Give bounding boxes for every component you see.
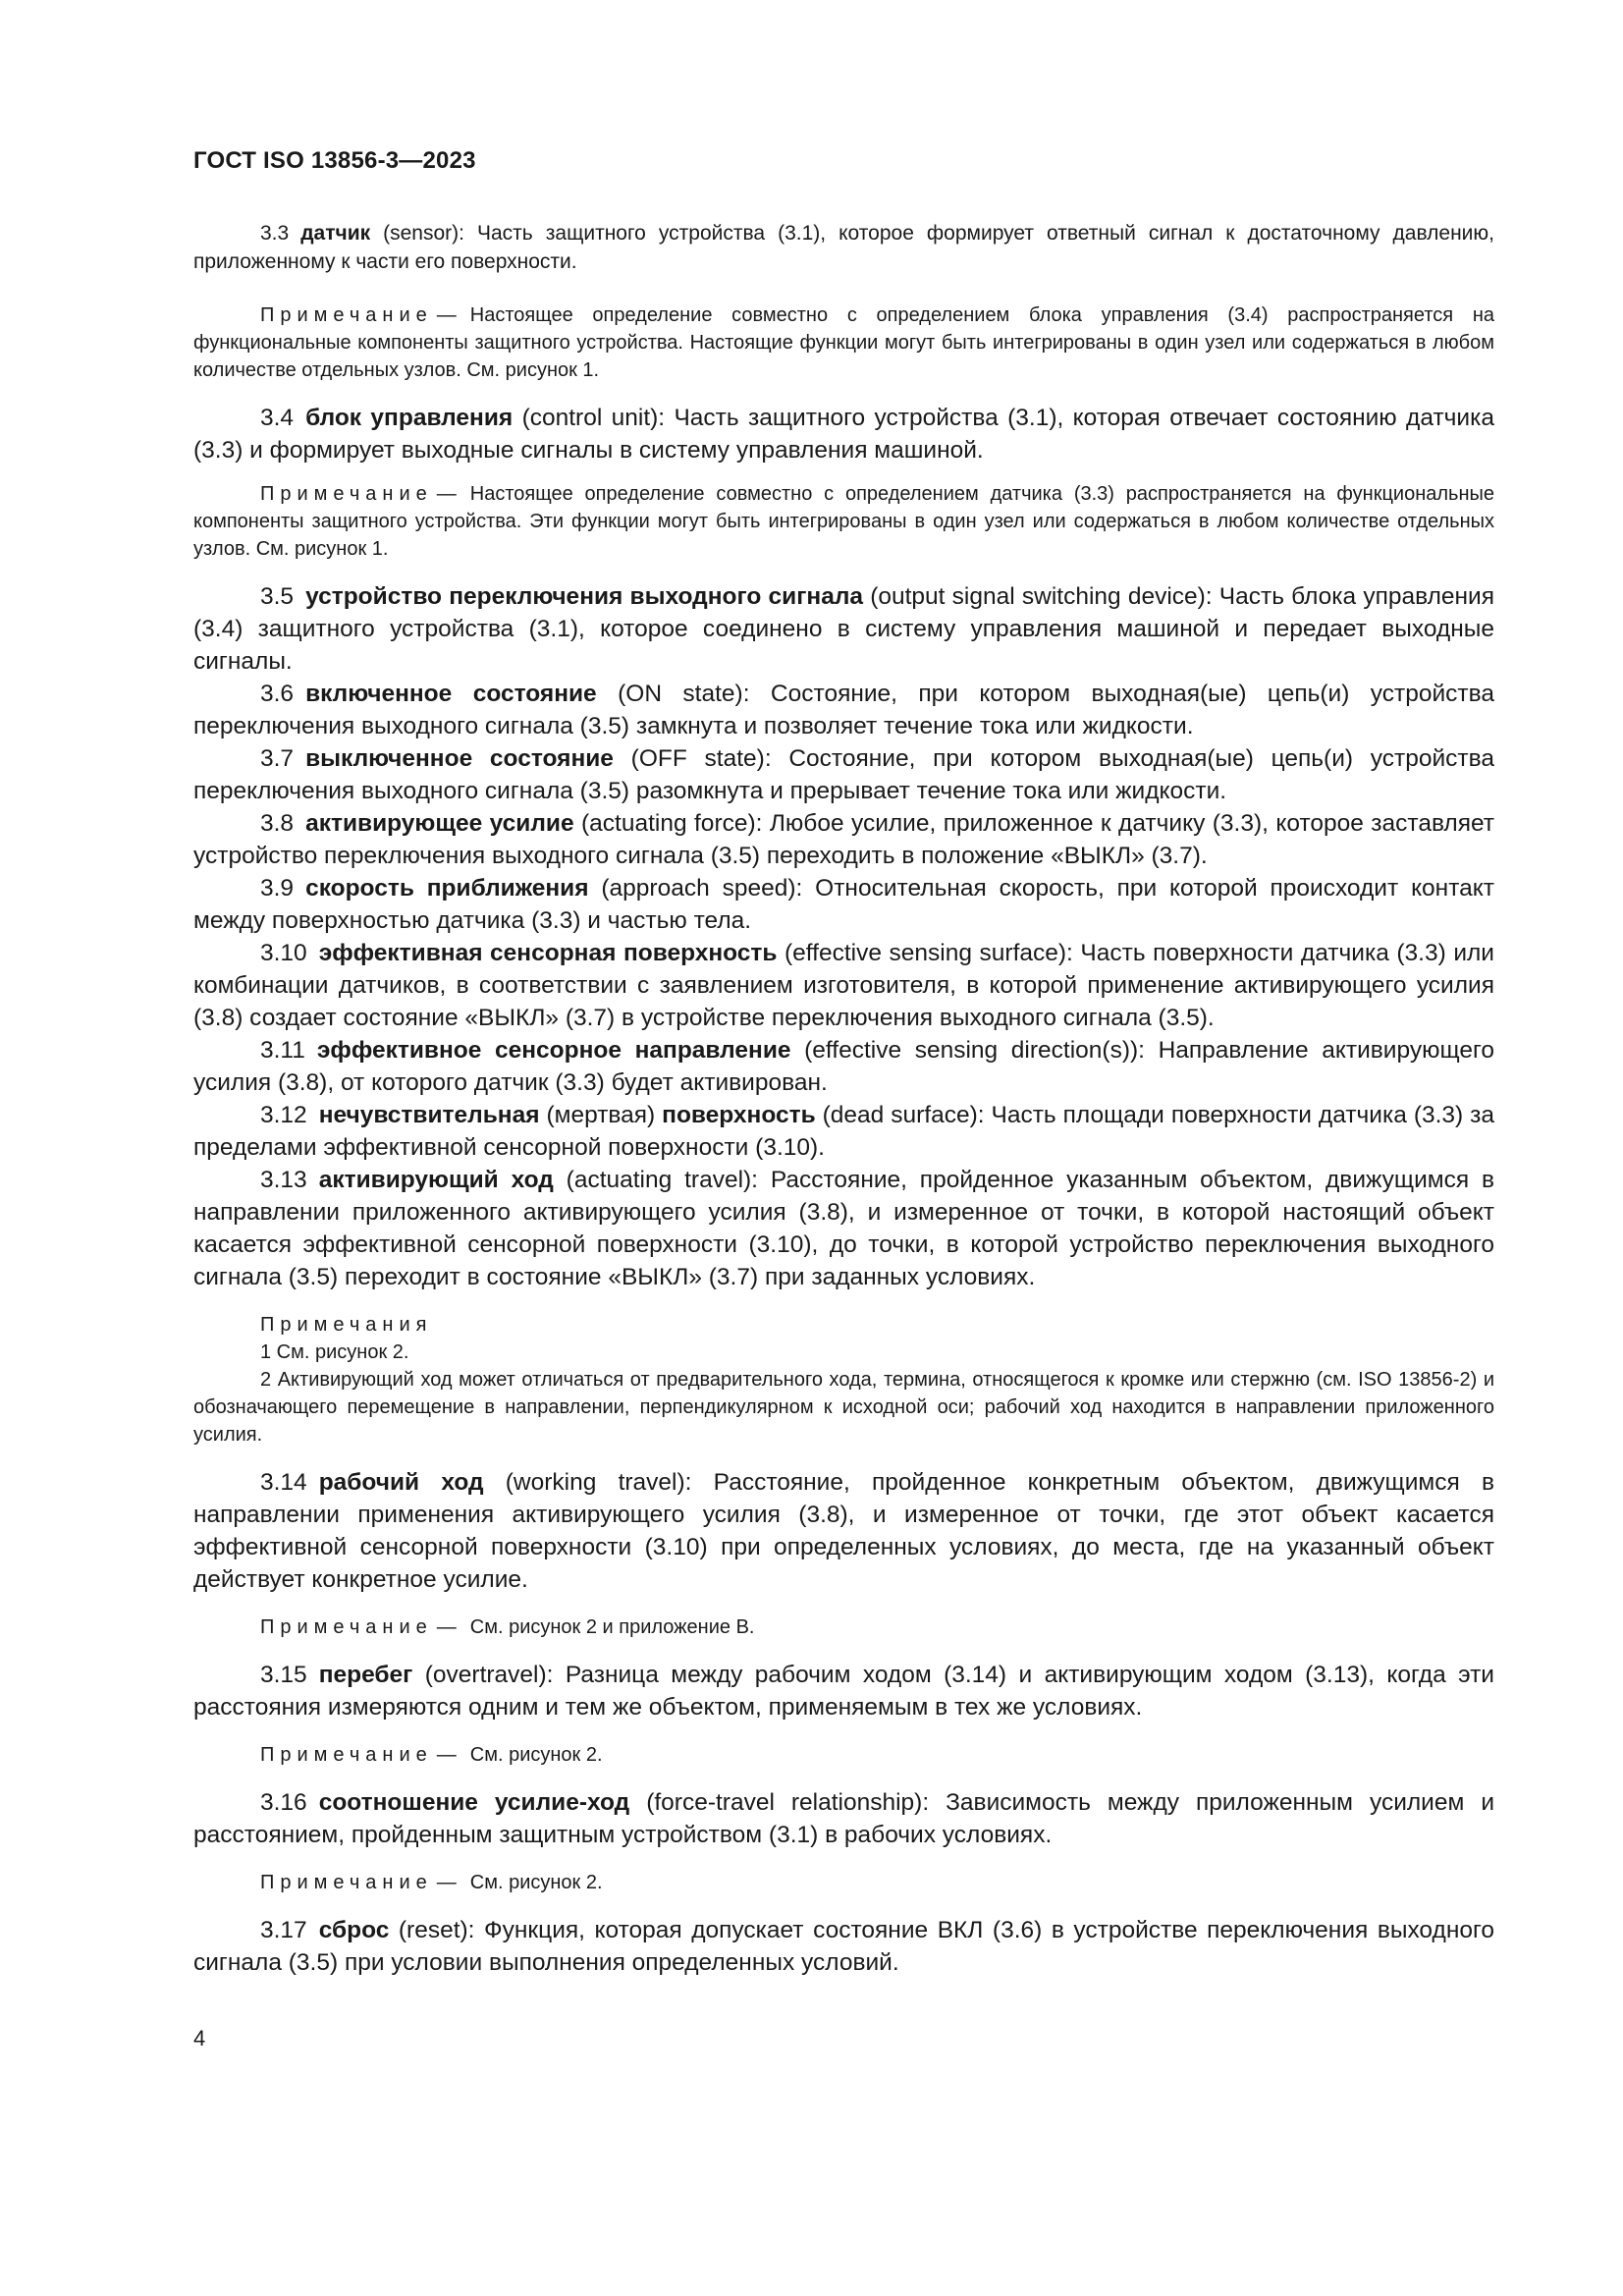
note-label: Примечание xyxy=(260,483,433,505)
term-number: 3.12 xyxy=(260,1102,307,1128)
term-name-2: поверхность xyxy=(662,1102,816,1128)
note-3-4: Примечание — Настоящее определение совместно с определением датчика (3.3) распространяется на функциональные компоненты защитного устройства. Эти функции могут быть интегрированы в один узел или содержаться в любом количестве отдельных узлов. См. рисунок 1. xyxy=(193,483,1494,560)
term-qualifier: (мертвая) xyxy=(539,1102,663,1128)
term-definition: (dead surface): Часть площади поверхности датчика (3.3) за пределами эффективной сенсорной поверхности (3.10). xyxy=(193,1102,1494,1161)
term-number: 3.10 xyxy=(260,940,307,966)
term-name: эффективное сенсорное направление xyxy=(316,1037,791,1064)
term-entry-3-3 xyxy=(193,219,1494,276)
term-name: соотношение усилие-ход xyxy=(318,1789,630,1816)
term-name: перебег xyxy=(318,1662,413,1688)
term-entry-3-7 xyxy=(193,742,1494,807)
term-number: 3.9 xyxy=(260,875,295,902)
term-number: 3.15 xyxy=(260,1662,307,1688)
term-definition: (reset): Функция, которая допускает состояние ВКЛ (3.6) в устройстве переключения выходного сигнала (3.5) при условии выполнения определенных условий. xyxy=(193,1917,1494,1976)
note-item-1: 1 См. рисунок 2. xyxy=(260,1341,409,1363)
term-number: 3.11 xyxy=(260,1037,305,1064)
notes-label: Примечания xyxy=(260,1314,433,1336)
term-definition: (effective sensing surface): Часть поверхности датчика (3.3) или комбинации датчиков, в соответствии с заявлением изготовителя, в которой применение активирующего усилия (3.8) создает состояние «ВЫКЛ» (3.7) в устройстве переключения выходного сигнала (3.5). xyxy=(193,940,1494,1031)
term-name: включенное состояние xyxy=(305,681,597,707)
term-entry-3-16 xyxy=(193,1786,1494,1851)
term-definition: (force-travel relationship): Зависимость между приложенным усилием и расстоянием, пройденным защитным устройством (3.1) в рабочих условиях. xyxy=(193,1789,1495,1848)
document-page xyxy=(193,147,1494,1979)
term-number: 3.16 xyxy=(260,1789,307,1816)
term-name: скорость приближения xyxy=(305,875,589,902)
term-number: 3.13 xyxy=(260,1167,307,1193)
term-name: устройство переключения выходного сигнала xyxy=(305,583,864,610)
note-3-3: Примечание — Настоящее определение совместно с определением блока управления (3.4) распространяется на функциональные компоненты защитного устройства. Настоящие функции могут быть интегрированы в один узел или содержаться в любом количестве отдельных узлов. См. рисунок 1. xyxy=(193,304,1494,381)
term-number: 3.6 xyxy=(260,681,295,707)
term-entry-3-4 xyxy=(193,402,1494,466)
note-text: См. рисунок 2. xyxy=(469,1744,603,1766)
term-entry-3-10 xyxy=(193,937,1494,1034)
term-number: 3.14 xyxy=(260,1469,307,1496)
term-number: 3.17 xyxy=(260,1917,307,1943)
note-3-14: Примечание — См. рисунок 2 и приложение В. xyxy=(260,1616,755,1638)
term-entry-3-11 xyxy=(193,1034,1494,1099)
term-number: 3.5 xyxy=(260,583,295,610)
term-definition: (output signal switching device): Часть блока управления (3.4) защитного устройства (3.1), которое соединено в систему управления машиной и передает выходные сигналы. xyxy=(193,583,1494,675)
term-name: активирующий ход xyxy=(318,1167,554,1193)
term-name: рабочий ход xyxy=(318,1469,484,1496)
term-name: блок управления xyxy=(305,405,514,431)
note-text: См. рисунок 2 и приложение В. xyxy=(469,1616,755,1638)
term-name: эффективная сенсорная поверхность xyxy=(318,940,778,966)
term-number: 3.3 xyxy=(260,222,290,245)
term-definition: (working travel): Расстояние, пройденное конкретным объектом, движущимся в направлении применения активирующего усилия (3.8), и измеренное от точки, где этот объект касается эффективной сенсорной поверхности (3.10) при определенных условиях, до места, где на указанный объект действует конкретное усилие. xyxy=(193,1469,1494,1593)
notes-3-13 xyxy=(193,1311,1494,1449)
note-label: Примечание xyxy=(260,1616,433,1638)
term-entry-3-12 xyxy=(193,1099,1494,1164)
term-definition: (control unit): Часть защитного устройства (3.1), которая отвечает состоянию датчика (3.3) и формирует выходные сигналы в систему управления машиной. xyxy=(193,405,1494,464)
term-definition: (OFF state): Состояние, при котором выходная(ые) цепь(и) устройства переключения выходного сигнала (3.5) разомкнута и прерывает течение тока или жидкости. xyxy=(193,745,1495,804)
term-definition: (actuating travel): Расстояние, пройденное указанным объектом, движущимся в направлении приложенного активирующего усилия (3.8), и измеренное от точки, в которой настоящий объект касается эффективной сенсорной поверхности (3.10), до точки, в которой устройство переключения выходного сигнала (3.5) переходит в состояние «ВЫКЛ» (3.7) при заданных условиях. xyxy=(193,1167,1494,1290)
note-label: Примечание xyxy=(260,304,433,326)
term-entry-3-6 xyxy=(193,678,1494,742)
note-text: Настоящее определение совместно с определением датчика (3.3) распространяется на функциональные компоненты защитного устройства. Эти функции могут быть интегрированы в один узел или содержаться в любом количестве отдельных узлов. См. рисунок 1. xyxy=(193,483,1494,560)
term-entry-3-9 xyxy=(193,872,1494,937)
term-definition: (effective sensing direction(s)): Направление активирующего усилия (3.8), от которого датчик (3.3) будет активирован. xyxy=(193,1037,1494,1096)
term-name: сброс xyxy=(318,1917,390,1943)
note-text: Настоящее определение совместно с определением блока управления (3.4) распространяется на функциональные компоненты защитного устройства. Настоящие функции могут быть интегрированы в один узел или содержаться в любом количестве отдельных узлов. См. рисунок 1. xyxy=(193,304,1494,381)
term-entry-3-17 xyxy=(193,1914,1494,1979)
term-name: активирующее усилие xyxy=(305,810,574,837)
term-name: выключенное состояние xyxy=(305,745,614,772)
note-item-2: 2 Активирующий ход может отличаться от предварительного хода, термина, относящегося к кромке или стержню (см. ISO 13856-2) и обозначающего перемещение в направлении, перпендикулярном к исходной оси; рабочий ход находится в направлении приложенного усилия. xyxy=(193,1369,1494,1446)
term-number: 3.4 xyxy=(260,405,295,431)
term-definition: (ON state): Состояние, при котором выходная(ые) цепь(и) устройства переключения выходного сигнала (3.5) замкнута и позволяет течение тока или жидкости. xyxy=(193,681,1494,739)
term-definition: (approach speed): Относительная скорость, при которой происходит контакт между поверхностью датчика (3.3) и частью тела. xyxy=(193,875,1495,934)
page-number: 4 xyxy=(193,2026,206,2050)
document-header: ГОСТ ISO 13856-3—2023 xyxy=(193,147,476,174)
term-entry-3-14 xyxy=(193,1466,1494,1596)
term-name: нечувствительная xyxy=(318,1102,540,1128)
term-name: датчик xyxy=(300,222,371,245)
note-3-15: Примечание — См. рисунок 2. xyxy=(260,1744,603,1766)
term-number: 3.7 xyxy=(260,745,295,772)
note-text: См. рисунок 2. xyxy=(469,1872,603,1893)
note-label: Примечание xyxy=(260,1872,433,1893)
note-label: Примечание xyxy=(260,1744,433,1766)
term-definition: (sensor): Часть защитного устройства (3.1), которое формирует ответный сигнал к достаточному давлению, приложенному к части его поверхности. xyxy=(193,222,1494,273)
term-entry-3-5 xyxy=(193,580,1494,678)
term-definition: (actuating force): Любое усилие, приложенное к датчику (3.3), которое заставляет устройство переключения выходного сигнала (3.5) переходить в положение «ВЫКЛ» (3.7). xyxy=(193,810,1494,869)
term-number: 3.8 xyxy=(260,810,295,837)
note-3-16: Примечание — См. рисунок 2. xyxy=(260,1872,603,1893)
term-entry-3-15 xyxy=(193,1659,1494,1723)
term-entry-3-13 xyxy=(193,1164,1494,1293)
term-definition: (overtravel): Разница между рабочим ходом (3.14) и активирующим ходом (3.13), когда эти расстояния измеряются одним и тем же объектом, применяемым в тех же условиях. xyxy=(193,1662,1494,1721)
term-entry-3-8 xyxy=(193,807,1494,872)
